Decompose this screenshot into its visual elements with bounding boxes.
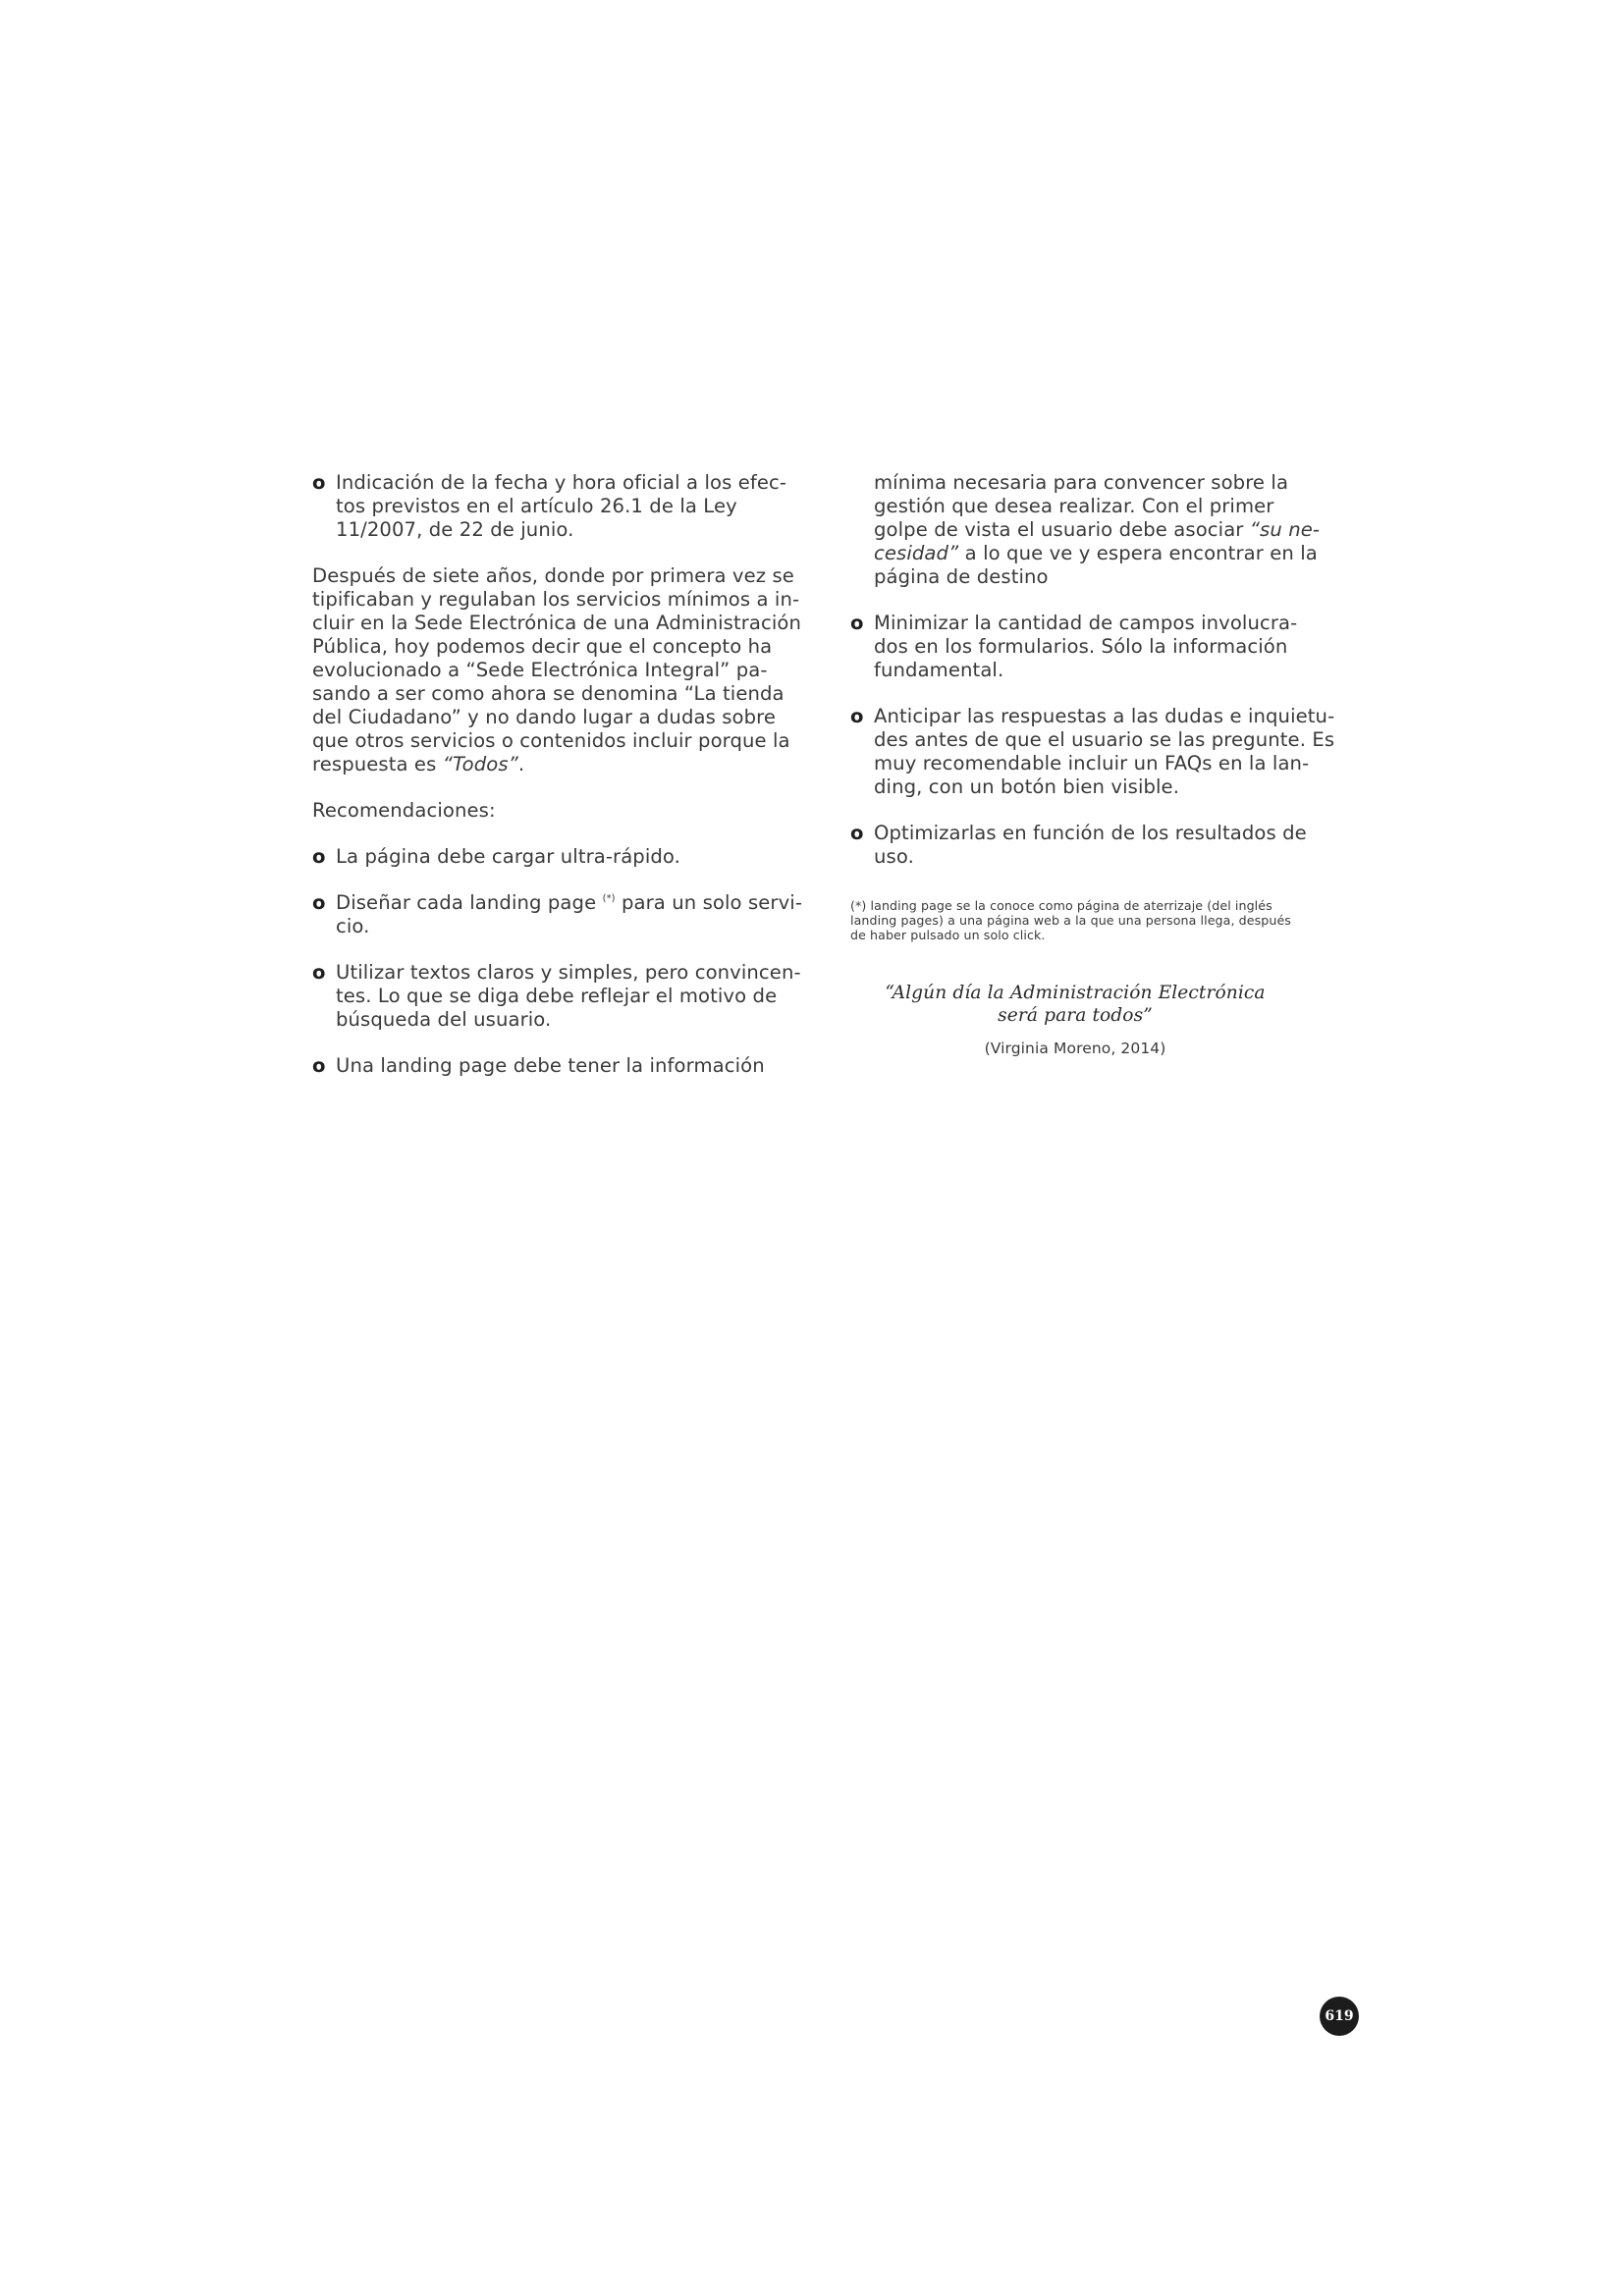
text-line: muy recomendable incluir un FAQs en la lan- <box>874 752 1310 774</box>
page-number-badge: 619 <box>1320 1997 1359 2036</box>
bullet-icon: o <box>312 471 326 494</box>
text-line: búsqueda del usuario. <box>336 1008 552 1031</box>
text-fragment: para un solo servi- <box>615 891 802 914</box>
body-paragraph <box>312 564 802 776</box>
bullet-icon: o <box>312 891 326 914</box>
bullet-icon: o <box>850 612 864 634</box>
bullet-icon: o <box>312 1054 326 1077</box>
footnote-marker: (*) <box>602 893 616 904</box>
quote-line: será para todos” <box>998 1005 1153 1026</box>
text-line: fundamental. <box>874 659 1004 681</box>
text-fragment: respuesta es <box>312 753 443 775</box>
text-line: del Ciudadano” y no dando lugar a dudas sobre <box>312 706 777 728</box>
text-fragment: a lo que ve y espera encontrar en la <box>958 542 1318 564</box>
text-line: tipificaban y regulaban los servicios mínimos a in- <box>312 588 800 611</box>
text-line: Utilizar textos claros y simples, pero convincen- <box>336 961 801 984</box>
text-line: sando a ser como ahora se denomina “La tienda <box>312 682 785 705</box>
text-line: 11/2007, de 22 de junio. <box>336 518 574 541</box>
text-line: Minimizar la cantidad de campos involucra- <box>874 612 1298 634</box>
text-line <box>336 891 802 915</box>
list-item <box>312 891 802 938</box>
text-line: ding, con un botón bien visible. <box>874 775 1180 798</box>
text-line: Indicación de la fecha y hora oficial a los efec- <box>336 471 787 494</box>
text-line: dos en los formularios. Sólo la información <box>874 635 1288 658</box>
emphasis-text: “su ne- <box>1249 518 1321 541</box>
text-line: uso. <box>874 845 914 868</box>
list-item <box>312 845 793 869</box>
list-item <box>850 822 1326 869</box>
text-fragment: Diseñar cada landing page <box>336 891 603 914</box>
bullet-icon: o <box>850 705 864 727</box>
list-item <box>850 612 1326 682</box>
text-line: que otros servicios o contenidos incluir porque la <box>312 729 790 752</box>
text-line: Pública, hoy podemos decir que el concepto ha <box>312 635 773 658</box>
list-item <box>312 471 793 542</box>
footnote-line: (*) landing page se la conoce como página de aterrizaje (del inglés <box>850 898 1272 913</box>
quote <box>850 982 1326 1027</box>
list-item <box>312 1054 793 1078</box>
right-column <box>850 471 1335 1058</box>
section-heading: Recomendaciones: <box>312 799 496 822</box>
text-line: des antes de que el usuario se las pregunte. Es <box>874 728 1335 751</box>
footnote <box>850 898 1326 942</box>
text-line <box>312 753 793 776</box>
text-line: La página debe cargar ultra-rápido. <box>336 845 680 868</box>
quote-line: “Algún día la Administración Electrónica <box>885 983 1266 1003</box>
text-line <box>874 542 1326 565</box>
bullet-icon: o <box>850 822 864 844</box>
text-line: gestión que desea realizar. Con el primer <box>874 495 1274 517</box>
quote-attribution: (Virginia Moreno, 2014) <box>984 1040 1166 1057</box>
footnote-line: de haber pulsado un solo click. <box>850 928 1046 942</box>
text-line: página de destino <box>874 565 1049 588</box>
list-item <box>850 705 1335 799</box>
footnote-line: landing pages) a una página web a la que una persona llega, después <box>850 913 1291 928</box>
emphasis-text: cesidad” <box>874 542 959 564</box>
bullet-icon: o <box>312 961 326 984</box>
text-line: Una landing page debe tener la información <box>336 1054 765 1077</box>
bullet-icon: o <box>312 845 326 868</box>
left-column <box>312 471 802 1100</box>
text-fragment: . <box>517 753 525 775</box>
emphasis-text: “Todos” <box>442 753 518 775</box>
text-line: cio. <box>336 915 370 937</box>
text-line: Optimizarlas en función de los resultados de <box>874 822 1307 844</box>
list-item-continuation <box>850 471 1326 589</box>
text-fragment: golpe de vista el usuario debe asociar <box>874 518 1250 541</box>
text-line: Después de siete años, donde por primera vez se <box>312 564 794 587</box>
text-line: cluir en la Sede Electrónica de una Administración <box>312 612 802 634</box>
text-line: evolucionado a “Sede Electrónica Integral” pa- <box>312 659 768 681</box>
list-item <box>312 961 801 1032</box>
text-line <box>874 518 1326 542</box>
text-line: tos previstos en el artículo 26.1 de la Ley <box>336 495 737 517</box>
text-line: mínima necesaria para convencer sobre la <box>874 471 1289 494</box>
text-line: Anticipar las respuestas a las dudas e inquietu- <box>874 705 1335 727</box>
text-line: tes. Lo que se diga debe reflejar el motivo de <box>336 985 778 1007</box>
